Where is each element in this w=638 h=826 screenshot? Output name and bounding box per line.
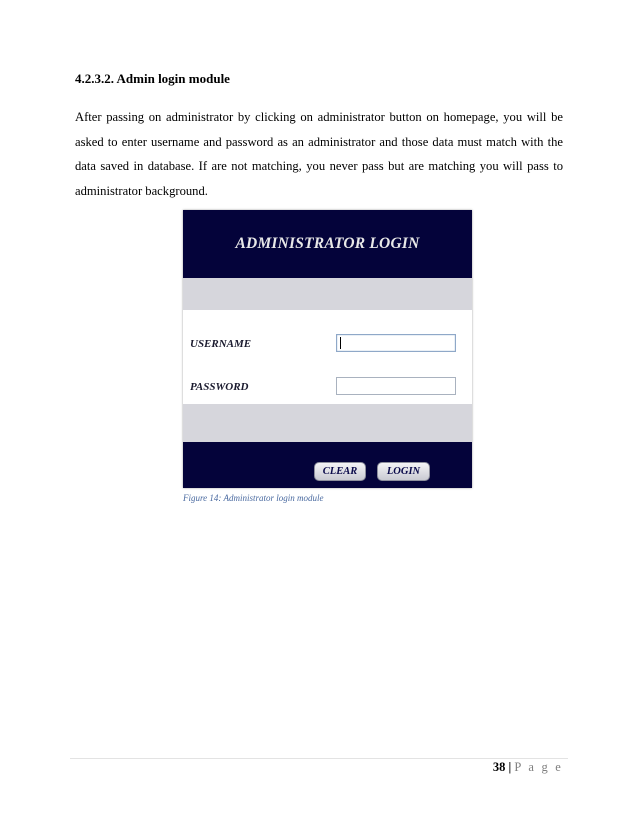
page-number: 38 [492, 760, 506, 774]
username-label: USERNAME [190, 338, 252, 350]
text-caret [340, 337, 341, 349]
section-paragraph: After passing on administrator by clicking on administrator button on homepage, you will be asked to enter username and password as an administrator and those data must match with the data saved in database. If are not matching, you never pass but are matching you will pass to administrator background. [75, 110, 563, 199]
section-heading: 4.2.3.2. Admin login module [75, 71, 230, 86]
page-footer [493, 760, 563, 775]
login-header-bar [183, 210, 472, 278]
page-separator: | [508, 760, 512, 774]
login-spacer-top [183, 278, 472, 310]
password-input[interactable] [336, 377, 456, 395]
login-spacer-bottom [183, 404, 472, 442]
login-form [183, 310, 472, 404]
password-label: PASSWORD [190, 381, 249, 393]
clear-button[interactable]: CLEAR [314, 462, 366, 481]
admin-login-screenshot [183, 210, 472, 488]
login-button[interactable]: LOGIN [377, 462, 430, 481]
footer-divider [70, 758, 568, 759]
login-footer-bar [183, 442, 472, 488]
page-word: P a g e [514, 760, 563, 774]
figure-caption: Figure 14: Administrator login module [183, 493, 324, 503]
username-input[interactable] [336, 334, 456, 352]
login-title: ADMINISTRATOR LOGIN [235, 235, 420, 252]
